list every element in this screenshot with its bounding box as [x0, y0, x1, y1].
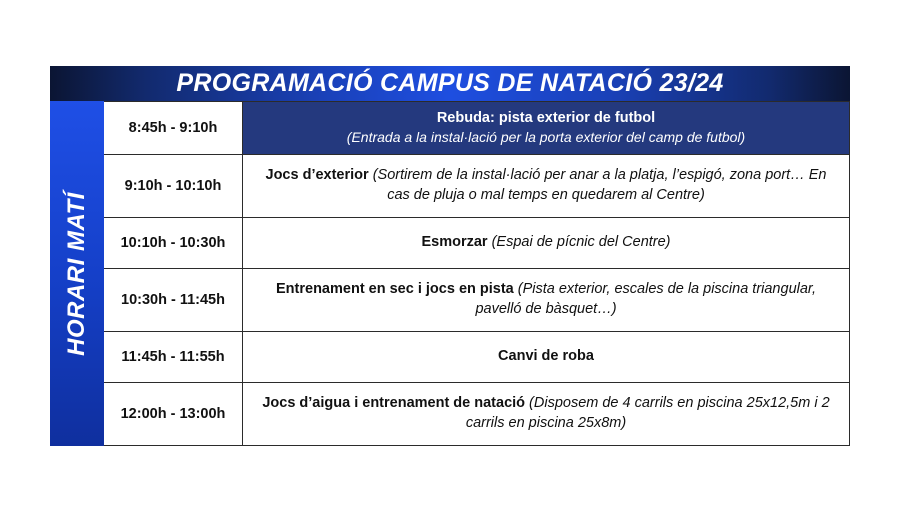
poster-body: [50, 101, 850, 446]
activity-detail: (Espai de pícnic del Centre): [491, 234, 671, 251]
schedule-poster: [50, 66, 850, 446]
section-label-text: HORARI MATÍ: [63, 191, 91, 356]
activity-main: Canvi de roba: [498, 348, 594, 365]
time-cell: 10:10h - 10:30h: [104, 218, 243, 268]
activity-main: Entrenament en sec i jocs en pista: [276, 281, 518, 298]
table-row: [104, 383, 849, 445]
description-cell: [243, 155, 849, 217]
table-row: [104, 218, 849, 269]
page-title: PROGRAMACIÓ CAMPUS DE NATACIÓ 23/24: [176, 69, 724, 97]
table-row: [104, 332, 849, 383]
activity-detail: (Disposem de 4 carrils en piscina 25x12,5m i 2 carrils en piscina 25x8m): [465, 395, 830, 431]
table-row: [104, 269, 849, 332]
table-row: [104, 102, 849, 155]
activity-detail: (Pista exterior, escales de la piscina triangular, pavelló de bàsquet…): [475, 281, 816, 317]
activity-detail: (Sortirem de la instal·lació per anar a la platja, l’espigó, zona port… En cas de pluja o mal temps en quedarem al Centre): [372, 167, 827, 203]
time-cell: 9:10h - 10:10h: [104, 155, 243, 217]
time-cell: 12:00h - 13:00h: [104, 383, 243, 445]
activity-sub: (Entrada a la instal·lació per la porta exterior del camp de futbol): [346, 129, 746, 146]
description-cell: [243, 269, 849, 331]
description-cell: [243, 102, 849, 154]
description-cell: [243, 332, 849, 382]
description-cell: [243, 383, 849, 445]
activity-main: Jocs d’exterior: [265, 167, 373, 184]
schedule-table: [104, 101, 850, 446]
time-cell: 10:30h - 11:45h: [104, 269, 243, 331]
activity-main: Esmorzar: [421, 234, 492, 251]
activity-main: Jocs d’aigua i entrenament de natació: [262, 395, 530, 412]
activity-main: Rebuda: pista exterior de futbol: [436, 109, 656, 126]
time-cell: 8:45h - 9:10h: [104, 102, 243, 154]
section-label-horari-mati: [50, 101, 104, 446]
poster-title-bar: [50, 66, 850, 101]
time-cell: 11:45h - 11:55h: [104, 332, 243, 382]
table-row: [104, 155, 849, 218]
description-cell: [243, 218, 849, 268]
